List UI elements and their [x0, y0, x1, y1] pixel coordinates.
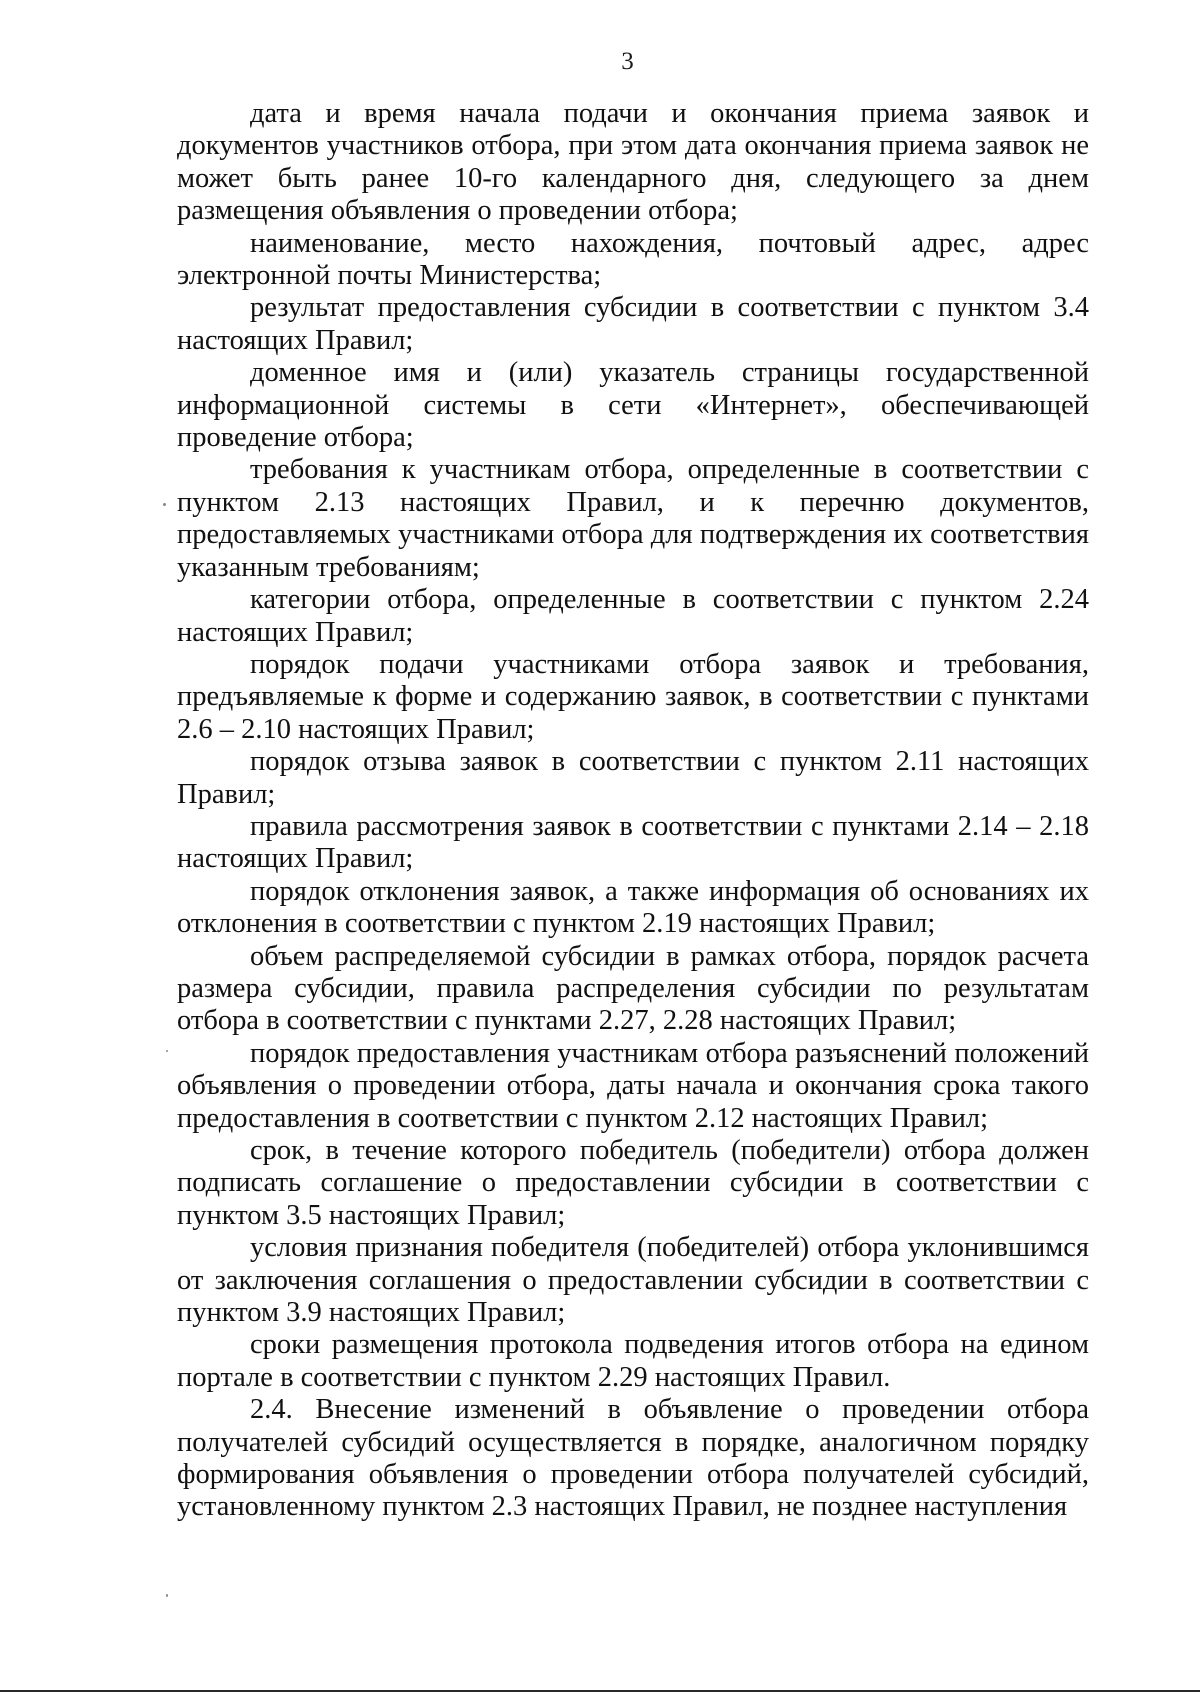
document-body — [177, 98, 1089, 1524]
paragraph: доменное имя и (или) указатель страницы государственной информационной системы в сети «Интернет», обеспечивающей проведение отбора; — [177, 357, 1089, 454]
paragraph: объем распределяемой субсидии в рамках отбора, порядок расчета размера субсидии, правила распределения субсидии по результатам отбора в соответствии с пунктами 2.27, 2.28 настоящих Правил; — [177, 940, 1089, 1037]
paragraph: срок, в течение которого победитель (победители) отбора должен подписать соглашение о предоставлении субсидии в соответствии с пунктом 3.5 настоящих Правил; — [177, 1135, 1089, 1231]
scan-speck — [166, 1050, 168, 1052]
page-number: 3 — [621, 48, 634, 75]
paragraph: порядок подачи участниками отбора заявок и требования, предъявляемые к форме и содержанию заявок, в соответствии с пунктами 2.6 – 2.10 настоящих Правил; — [177, 648, 1089, 745]
scan-speck — [163, 503, 166, 506]
paragraph: порядок отзыва заявок в соответствии с пунктом 2.11 настоящих Правил; — [177, 746, 1089, 810]
paragraph: условия признания победителя (победителей) отбора уклонившимся от заключения соглашения о предоставлении субсидии в соответствии с пунктом 3.9 настоящих Правил; — [177, 1232, 1089, 1329]
paragraph: наименование, место нахождения, почтовый адрес, адрес электронной почты Министерства; — [177, 227, 1089, 292]
scan-edge-line — [0, 1690, 1200, 1692]
paragraph: порядок предоставления участникам отбора разъяснений положений объявления о проведении отбора, даты начала и окончания срока такого предоставления в соответствии с пунктом 2.12 настоящих Правил; — [177, 1037, 1089, 1134]
paragraph: сроки размещения протокола подведения итогов отбора на едином портале в соответствии с пунктом 2.29 настоящих Правил. — [177, 1329, 1089, 1393]
paragraph: требования к участникам отбора, определенные в соответствии с пунктом 2.13 настоящих Правил, и к перечню документов, предоставляемых участниками отбора для подтверждения их соответствия указанным требованиям; — [177, 454, 1089, 583]
paragraph: порядок отклонения заявок, а также информация об основаниях их отклонения в соответствии с пунктом 2.19 настоящих Правил; — [177, 875, 1089, 940]
paragraph: дата и время начала подачи и окончания приема заявок и документов участников отбора, при этом дата окончания приема заявок не может быть ранее 10-го календарного дня, следующего за днем размещения объявления о проведении отбора; — [177, 98, 1089, 227]
paragraph: 2.4. Внесение изменений в объявление о проведении отбора получателей субсидий осуществляется в порядке, аналогичном порядку формирования объявления о проведении отбора получателей субсидий, установленному пунктом 2.3 настоящих Правил, не позднее наступления — [177, 1394, 1089, 1523]
scan-speck — [166, 1594, 168, 1597]
paragraph: категории отбора, определенные в соответствии с пунктом 2.24 настоящих Правил; — [177, 584, 1089, 648]
paragraph: правила рассмотрения заявок в соответствии с пунктами 2.14 – 2.18 настоящих Правил; — [177, 810, 1089, 875]
paragraph: результат предоставления субсидии в соответствии с пунктом 3.4 настоящих Правил; — [177, 292, 1089, 356]
